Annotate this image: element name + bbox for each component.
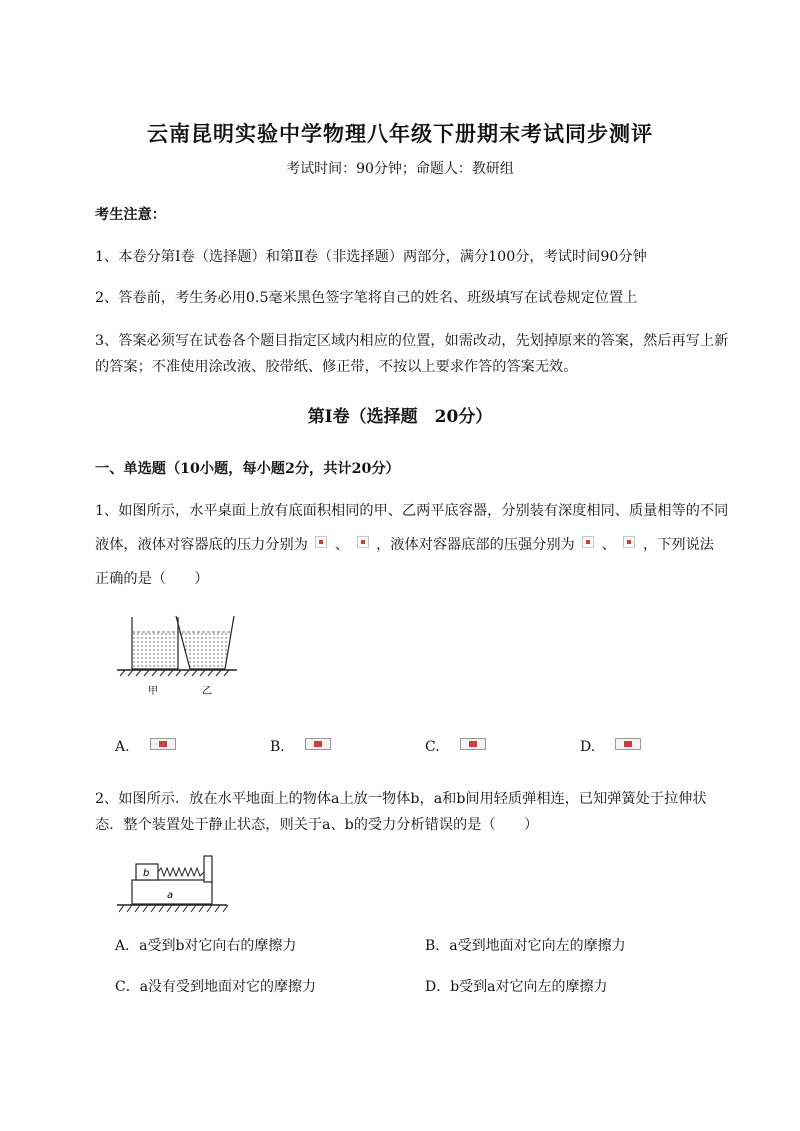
q1-sep-2: 、	[601, 537, 616, 553]
notes-heading: 考生注意：	[95, 207, 166, 223]
figure-label-yi: 乙	[202, 686, 212, 697]
option-label: B.	[270, 739, 285, 755]
q1-line-3: 正确的是（ ）	[95, 571, 209, 587]
q2-option-c[interactable]: C．a没有受到地面对它的摩擦力	[115, 979, 317, 995]
q1-option-b[interactable]	[270, 738, 331, 755]
figure-label-b: b	[143, 868, 150, 879]
figure-label-a: a	[167, 890, 174, 901]
option-label: D.	[580, 739, 596, 755]
q1-option-d[interactable]	[580, 738, 641, 755]
question-group-heading: 一、单选题（10小题，每小题2分，共计20分）	[95, 461, 400, 477]
q1-line-2	[95, 534, 714, 554]
q1-line-2a: 液体，液体对容器底的压力分别为	[95, 537, 308, 553]
q1-figure-containers	[112, 612, 242, 702]
section-title: 第I卷（选择题 20分）	[307, 407, 493, 427]
note-item-1: 1、本卷分第I卷（选择题）和第Ⅱ卷（非选择题）两部分，满分100分，考试时间90分钟	[95, 249, 647, 265]
option-image-icon	[615, 738, 641, 750]
exam-subtitle: 考试时间：90分钟；命题人：教研组	[286, 161, 514, 177]
q2-option-d[interactable]: D．b受到a对它向左的摩擦力	[425, 979, 608, 995]
formula-image-icon	[623, 536, 635, 548]
q1-line-2b: ，液体对容器底部的压强分别为	[376, 537, 575, 553]
q2-line-2: 态．整个装置处于静止状态，则关于a、b的受力分析错误的是（ ）	[95, 817, 539, 833]
option-image-icon	[150, 738, 176, 750]
q2-option-a[interactable]: A．a受到b对它向右的摩擦力	[115, 938, 297, 954]
note-item-2: 2、答卷前，考生务必用0.5毫米黑色签字笔将自己的姓名、班级填写在试卷规定位置上	[95, 290, 638, 306]
q1-option-a[interactable]	[115, 738, 176, 755]
formula-image-icon	[315, 536, 327, 548]
option-image-icon	[460, 738, 486, 750]
q2-line-1: 2、如图所示．放在水平地面上的物体a上放一物体b，a和b间用轻质弹相连，已知弹簧处于拉伸状	[95, 791, 707, 807]
q1-sep-1: 、	[334, 537, 350, 553]
q1-line-1: 1、如图所示，水平桌面上放有底面积相同的甲、乙两平底容器，分别装有深度相同、质量相等的不同	[95, 503, 729, 519]
formula-image-icon	[582, 536, 594, 548]
figure-label-jia: 甲	[148, 686, 158, 697]
formula-image-icon	[357, 536, 369, 548]
option-label: A.	[115, 739, 130, 755]
q2-option-b[interactable]: B．a受到地面对它向左的摩擦力	[425, 938, 626, 954]
note-item-3: 3、答案必须写在试卷各个题目指定区域内相应的位置，如需改动，先划掉原来的答案，然后再写上新	[95, 333, 729, 349]
option-image-icon	[305, 738, 331, 750]
q2-figure-blocks-spring	[112, 852, 232, 916]
q1-line-2c: ，下列说法	[643, 537, 714, 553]
q1-option-c[interactable]	[425, 738, 486, 755]
exam-title: 云南昆明实验中学物理八年级下册期末考试同步测评	[147, 121, 653, 146]
option-label: C.	[425, 739, 440, 755]
note-item-3-cont: 的答案；不准使用涂改液、胶带纸、修正带，不按以上要求作答的答案无效。	[95, 359, 578, 375]
